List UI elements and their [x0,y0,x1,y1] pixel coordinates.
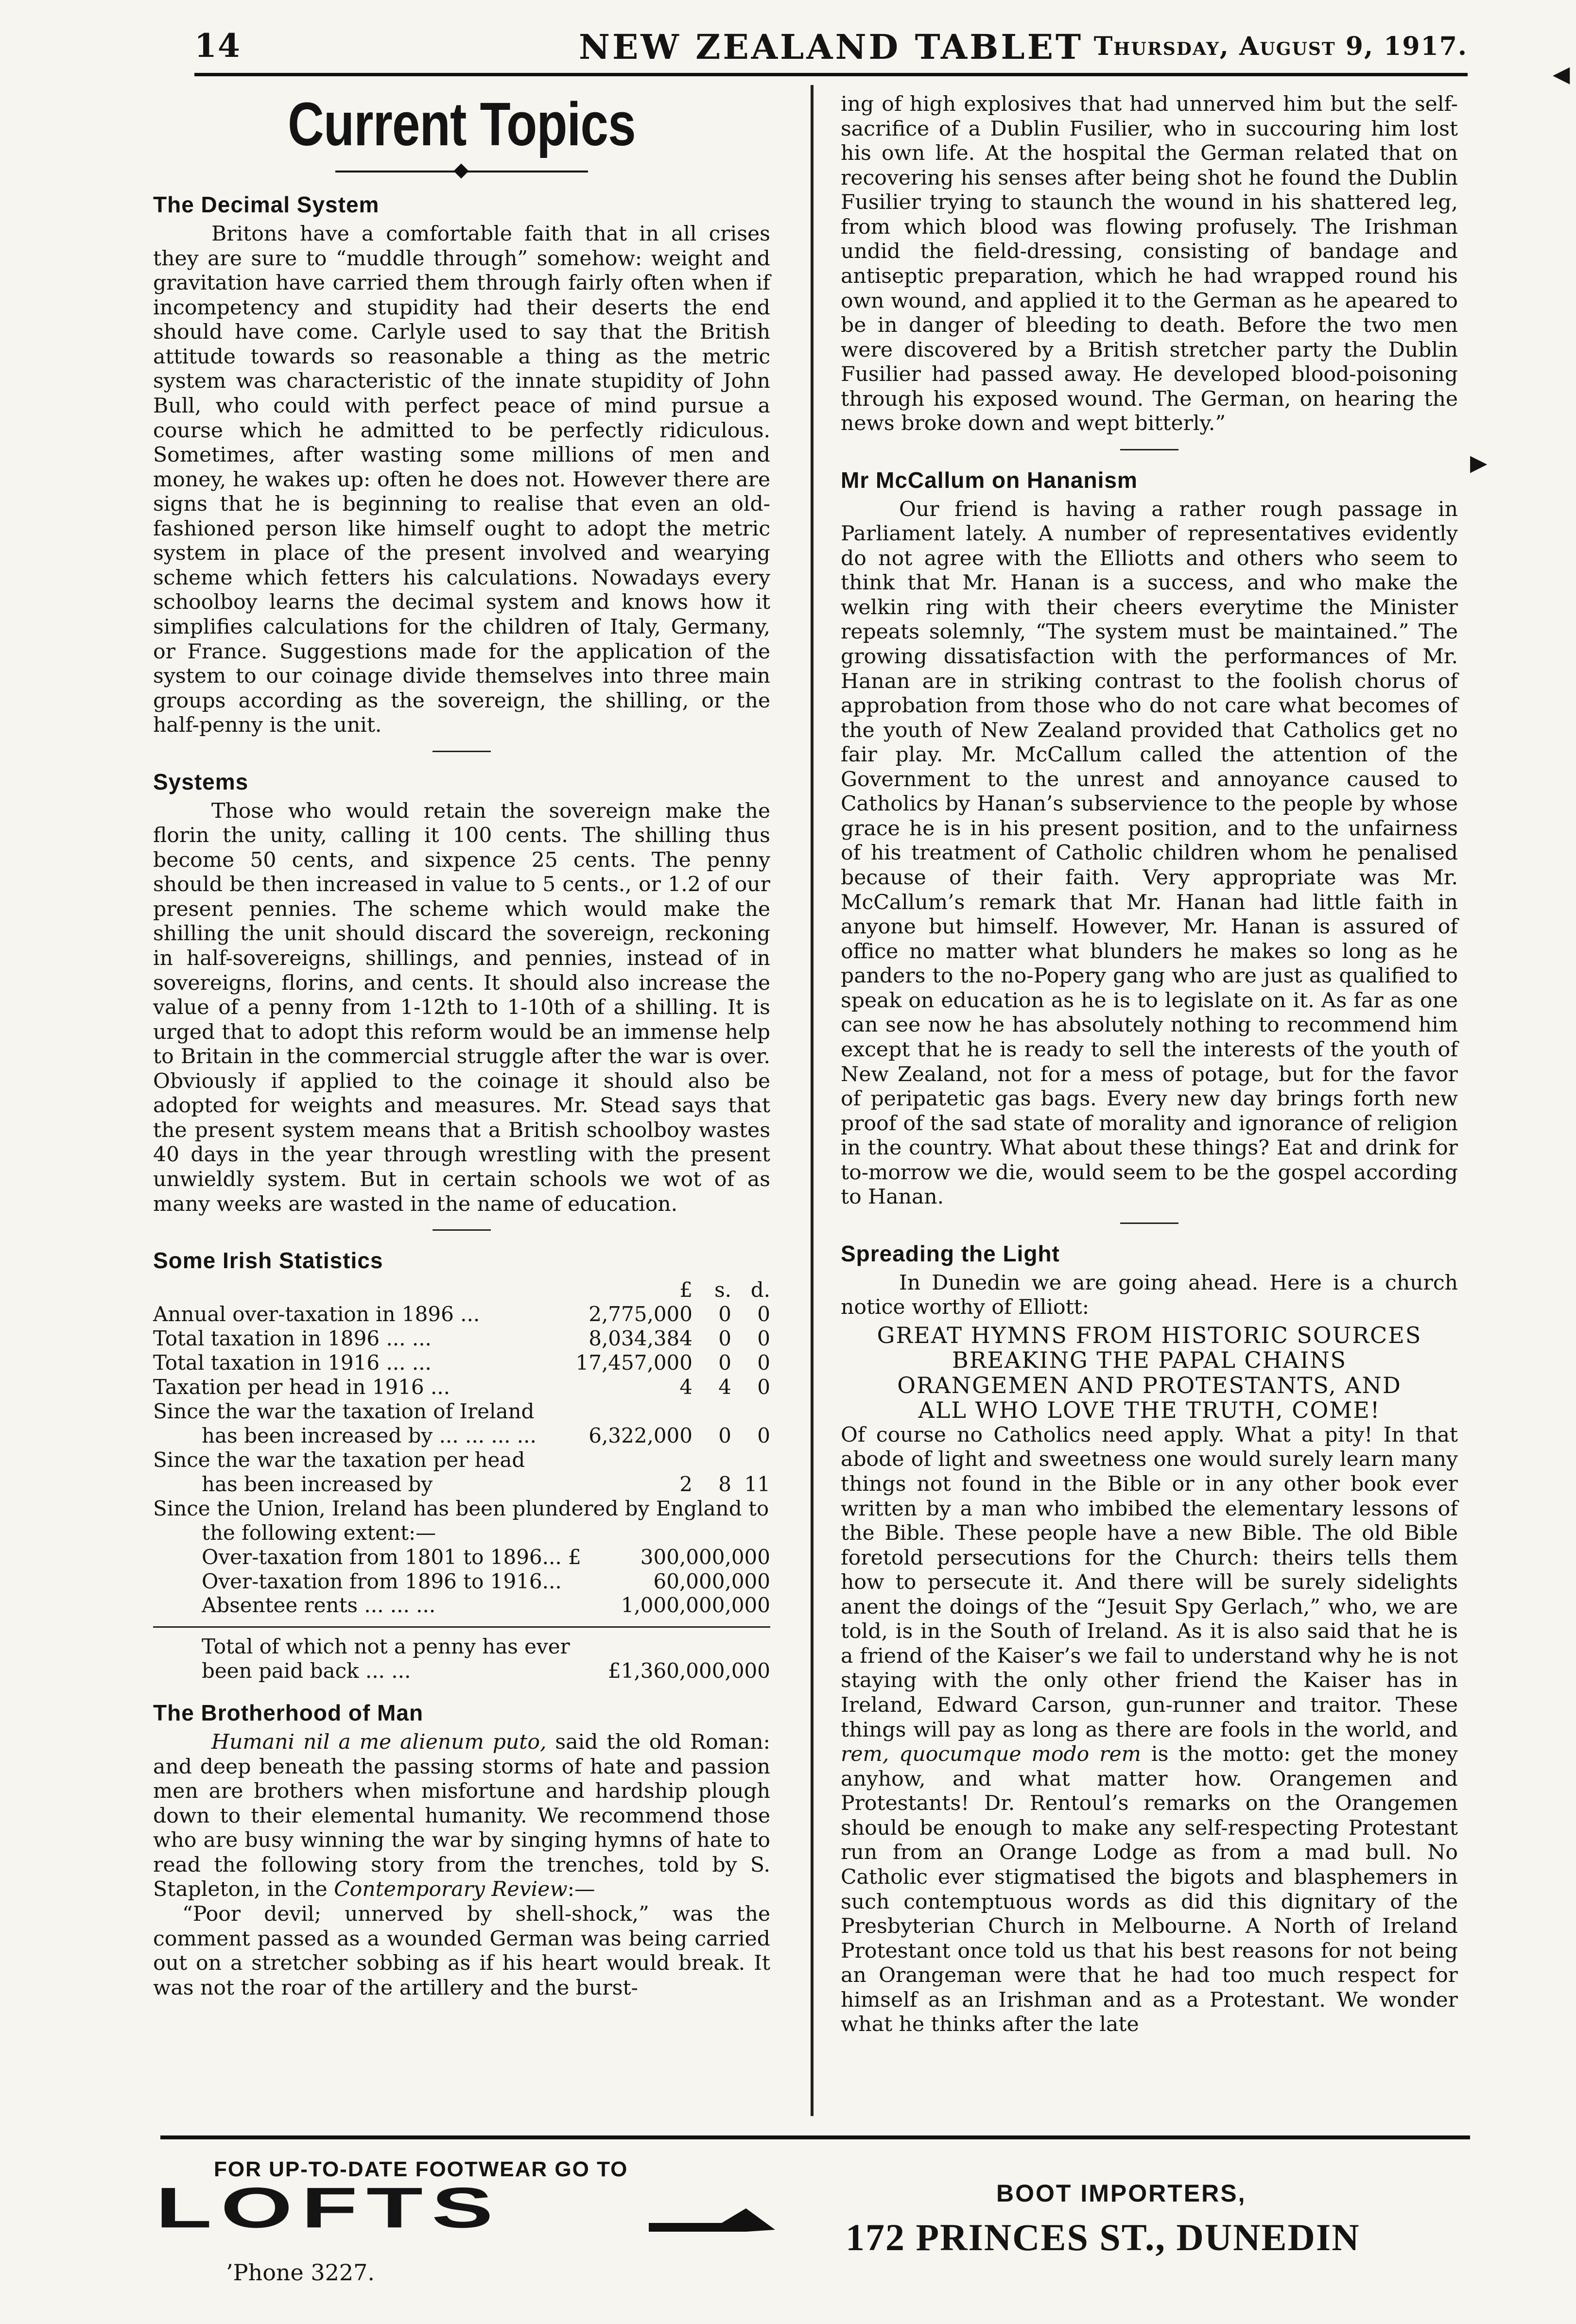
col-pence: d. [750,1277,770,1302]
table-row: Since the war the taxation per head has been increased by 2 8 11 [153,1447,770,1496]
article-brotherhood-continued: ing of high explosives that had unnerved him but the self-sacrifice of a Dublin Fusilier, who in succouring him lost his own life. At the hospital the German related that on recovering his senses after being shot he found the Dublin Fusilier trying to staunch the wound in his shattered leg, from which blood was flowing profusely. The Irishman undid the field-dressing, consisting of bandage and antiseptic preparation, which he had wrapped round his own wound, and applied it to the German as he apeared to be in danger of bleeding to death. Before the two men were discovered by a British stretcher party the Dublin Fusilier had passed away. He developed blood-poisoning through his exposed wound. The German, on hearing the news broke down and wept bitterly.” [841,92,1458,436]
heading-spreading-the-light: Spreading the Light [841,1240,1060,1266]
article-decimal-system: Britons have a comfortable faith that in all crises they are sure to “muddle through” somehow: weight and gravitation have carried them through fairly often when if incompetency and stupidity had their deserts the end should have come. Carlyle used to say that the British attitude towards so reasonable a thing as the metric system was characteristic of the innate stupidity of John Bull, who could with perfect peace of mind pursue a course which he admitted to be perfectly ridiculous. Sometimes, after wasting some millions of men and money, he wakes up: often he does not. However there are signs that he is beginning to realise that even an old-fashioned person like himself ought to adopt the metric system in place of the present involved and wearying scheme which fetters his calculations. Nowadays every schoolboy learns the decimal system and knows how it simplifies calculations for the children of Italy, Germany, or France. Suggestions made for the application of the system to our coinage divide themselves into three main groups according as the sovereign, the shilling, or the half-penny is the unit. [153,222,770,738]
section-rule [1120,1222,1178,1224]
page-title: Current Topics [288,90,636,158]
table-row: Total of which not a penny has ever been paid back ... ... £1,360,000,000 [202,1635,770,1683]
table-row: Absentee rents ... ... ... 1,000,000,000 [202,1593,770,1618]
heading-mccallum-hananism: Mr McCallum on Hananism [841,467,1138,493]
masthead-title: NEW ZEALAND TABLET [578,27,1084,67]
table-row: Taxation per head in 1916 ... 4 4 0 [153,1375,770,1399]
issue-date: Thursday, August 9, 1917. [1093,32,1468,61]
col-shillings: s. [714,1277,731,1302]
table-row: Annual over-taxation in 1896 ... 2,775,000 0 0 [153,1302,770,1326]
section-rule [1120,449,1178,450]
header-rule [194,73,1468,76]
page-header [194,27,1468,85]
heading-brotherhood-of-man: The Brotherhood of Man [153,1700,424,1726]
article-mccallum-hananism: Our friend is having a rather rough passage in Parliament lately. A number of representatives evidently do not agree with the Elliotts and others who seem to think that Mr. Hanan is a success, and who make the welkin ring with their cheers everytime the Minister repeats solemnly, “The system must be maintained.” The growing dissatisfaction with the performances of Mr. Hanan are in striking contrast to the foolish chorus of approbation from those who do not care what becomes of the youth of New Zealand provided that Catholics get no fair play. Mr. McCallum called the attention of the Government to the unrest and annoyance caused to Catholics by Hanan’s subservience to the people by whose grace he is in his present position, and to the unfairness of his treatment of Catholic children whom he penalised because of their faith. Very appropriate was Mr. McCallum’s remark that Mr. Hanan had little faith in anyone but himself. However, Mr. Hanan is assured of office no matter what blunders he makes so long as he panders to the no-Popery gang who are just as qualified to speak on education as he is to legislate on it. As far as one can see now he has absolutely nothing to recommend him except that he is ready to sell the interests of the youth of New Zealand, not for a mess of potage, but for the favor of peripatetic gas bags. Every new day brings forth new proof of the sad state of morality and ignorance of religion in the country. What about these things? Eat and drink for to-morrow we die, would seem to be the gospel according to Hanan. [841,497,1458,1209]
advert-rule [160,2135,1470,2139]
table-row: Since the Union, Ireland has been plundered by England to the following extent:— [153,1496,769,1545]
left-column [153,92,770,2000]
section-rule [433,751,491,752]
advert-brand: LOFTS [156,2176,502,2240]
church-notice: GREAT HYMNS FROM HISTORIC SOURCES BREAKING THE PAPAL CHAINS ORANGEMEN AND PROTESTANTS, AND ALL WHO LOVE THE TRUTH, COME! [877,1322,1422,1424]
total-rule [153,1626,770,1628]
article-brotherhood-of-man: Humani nil a me alienum puto, said the old Roman: and deep beneath the passing storms of hate and passion men are brothers when misfortune and hardship plough down to their elemental humanity. We recommend those who are busy winning the war by singing hymns of hate to read the following story from the trenches, told by S. Stapleton, in the Contemporary Review:— [153,1730,771,1902]
heading-decimal-system: The Decimal System [153,192,380,218]
col-pounds: £ [679,1277,693,1302]
table-row: Since the war the taxation of Ireland has been increased by ... ... ... ... 6,322,000 0 0 [153,1399,770,1447]
advert-phone: ’Phone 3227. [226,2259,375,2286]
table-row: Total taxation in 1916 ... ... 17,457,000 0 0 [153,1350,770,1375]
total-table [153,1635,770,1683]
title-ornament [335,164,588,179]
advert-boot-importers: BOOT IMPORTERS, [996,2180,1247,2207]
article-systems: Those who would retain the sovereign make the florin the unity, calling it 100 cents. The shilling thus become 50 cents, and sixpence 25 cents. The penny should be then increased in value to 5 cents., or 1.2 of our present pennies. The scheme which would make the shilling the unit should discard the sovereign, reckoning in half-sovereigns, shillings, and pennies, instead of in sovereigns, florins, and cents. It should also increase the value of a penny from 1-12th to 1-10th of a shilling. It is urged that to adopt this reform would be an immense help to Britain in the commercial struggle after the war is over. Obviously if applied to the coinage it should also be adopted for weights and measures. Mr. Stead says that the present system means that a British schoolboy wastes 40 days in the year through wrestling with the present unwieldly system. But in certain schools we wot of as many weeks are wasted in the name of education. [153,799,770,1216]
table-row: Total taxation in 1896 ... ... 8,034,384 0 0 [153,1326,770,1350]
total-amount: £1,360,000,000 [608,1659,770,1683]
table-row: Over-taxation from 1801 to 1896... £ 300,000,000 [202,1545,770,1569]
table-row: Over-taxation from 1896 to 1916... 60,000,000 [202,1569,770,1593]
margin-arrow-icon: ◀ [1553,61,1570,87]
right-column [841,92,1458,2037]
advert-tagline: FOR UP-TO-DATE FOOTWEAR GO TO [214,2157,628,2181]
article-brotherhood-quote: “Poor devil; unnerved by shell-shock,” was the comment passed as a wounded German was being carried out on a stretcher sobbing as if his heart would break. It was not the roar of the artillery and the burst- [153,1902,770,2000]
margin-arrow-icon: ▶ [1470,449,1488,476]
section-rule [433,1229,491,1231]
advert-address: 172 PRINCES ST., DUNEDIN [846,2216,1360,2258]
page-number: 14 [194,27,241,65]
article-spreading-the-light: Of course no Catholics need apply. What a pity! In that abode of light and sweetness one would surely learn many things not found in the Bible or in any other book ever written by a man who imbibed the elementary lessons of the Bible. These people have a new Bible. The old Bible foretold persecutions for the Church: theirs tells them how to persecute it. And there will be surely sidelights anent the doings of the “Jesuit Spy Gerlach,” who, we are told, is in the South of Ireland. As it is also said that he is a friend of the Kaiser’s we fail to understand why he is not staying with the only other friend the Kaiser has in Ireland, Edward Carson, gun-runner and traitor. These things will pay as long as there are fools in the world, and rem, quocumque modo rem is the motto: get the money anyhow, and what matter how. Orangemen and Protestants! Dr. Rentoul’s remarks on the Orangemen should be enough to make any self-respecting Protestant run from an Orange Lodge as from a mad bull. No Catholic ever stigmatised the bigots and blasphemers in such contemptuous words as did this dignitary of the Presbyterian Church in Melbourne. A North of Ireland Protestant once told us that his best reasons for not being an Orangeman were that he had too much respect for himself as an Irishman and as a Protestant. We wonder what he thinks after the late [841,1423,1458,2037]
irish-statistics-table [153,1278,770,1545]
table-header-row [153,1278,770,1302]
heading-irish-statistics: Some Irish Statistics [153,1248,383,1274]
article-spreading-intro: In Dunedin we are going ahead. Here is a church notice worthy of Elliott: [841,1271,1458,1320]
column-divider [811,85,814,2116]
plunder-table [153,1545,770,1618]
advert-wedge-icon [649,2208,775,2232]
heading-systems: Systems [153,769,249,794]
